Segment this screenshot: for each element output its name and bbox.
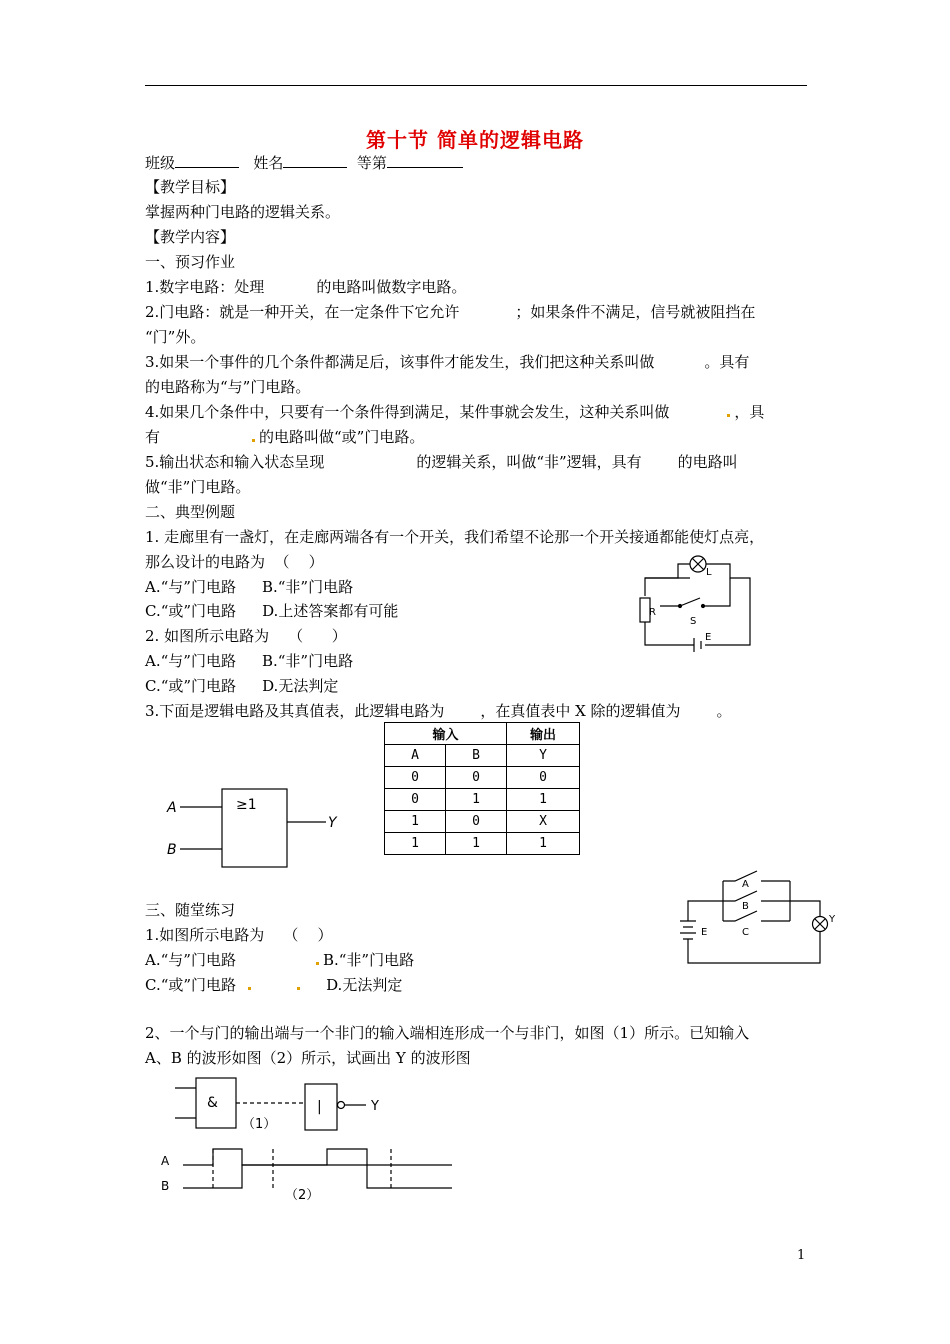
option-b: B.“非”门电路 — [261, 578, 354, 596]
practice1-options-cd — [145, 975, 402, 995]
option-d: D.无法判定 — [262, 677, 339, 695]
truth-table-cols — [385, 745, 580, 767]
q5-part-c: 的电路叫 — [677, 453, 738, 471]
q5-part-b: 的逻辑关系，叫做“非”逻辑，具有 — [416, 453, 642, 471]
gate-input-a-label: A — [167, 800, 177, 816]
q4-part-d: 的电路叫做“或”门电路。 — [259, 428, 425, 446]
not-gate-symbol: | — [317, 1099, 322, 1115]
col-y: Y — [507, 745, 580, 767]
option-a: A.“与”门电路 — [145, 578, 236, 596]
cell-y: 0 — [507, 767, 580, 789]
switch-label: S — [690, 616, 697, 627]
cell-a: 0 — [385, 767, 446, 789]
option-c: C.“或”门电路 — [145, 976, 237, 994]
cell-b: 1 — [446, 833, 507, 855]
preview-heading: 一、预习作业 — [145, 253, 236, 271]
preview-q5 — [145, 452, 738, 472]
waveform-diagram — [155, 1143, 465, 1223]
q4-part-c: 有 — [145, 428, 161, 446]
q1-part-b: 的电路叫做数字电路。 — [316, 278, 467, 296]
q2-part-a: 2.门电路：就是一种开关，在一定条件下它允许 — [145, 303, 460, 321]
option-a: A.“与”门电路 — [145, 951, 236, 969]
option-b: B.“非”门电路 — [261, 652, 354, 670]
practice2-text: 2、一个与门的输出端与一个非门的输入端相连形成一个与非门，如图（1）所示。已知输入 — [145, 1024, 750, 1042]
cell-a: 0 — [385, 789, 446, 811]
cell-a: 1 — [385, 811, 446, 833]
col-a: A — [385, 745, 446, 767]
page-number: 1 — [797, 1248, 806, 1263]
name-label: 姓名 — [253, 154, 284, 172]
class-blank[interactable] — [175, 152, 239, 168]
cell-b: 1 — [446, 789, 507, 811]
practice2-text-cont: A、B 的波形如图（2）所示，试画出 Y 的波形图 — [145, 1049, 471, 1067]
example2-options-ab — [145, 651, 353, 671]
truth-table-header — [385, 723, 580, 745]
example3-text — [145, 701, 732, 721]
option-c: C.“或”门电路 — [145, 602, 237, 620]
circuit-diagram-1 — [630, 548, 760, 660]
content-heading: 【教学内容】 — [145, 228, 236, 246]
preview-q2-cont: “门”外。 — [145, 328, 206, 346]
truth-table — [384, 722, 580, 855]
q3-part-b: 。具有 — [704, 353, 750, 371]
grade-blank[interactable] — [387, 152, 463, 168]
cell-y: X — [507, 811, 580, 833]
nand-output-label: Y — [371, 1099, 379, 1114]
header-output: 输出 — [507, 723, 580, 745]
q5-part-a: 5.输出状态和输入状态呈现 — [145, 453, 325, 471]
table-row — [385, 811, 580, 833]
name-blank[interactable] — [283, 152, 347, 168]
preview-q3 — [145, 352, 749, 372]
lamp-label: Y — [829, 914, 836, 925]
example1-options-ab — [145, 577, 353, 597]
cell-b: 0 — [446, 811, 507, 833]
waveform-b-label: B — [161, 1179, 170, 1193]
preview-q2 — [145, 302, 755, 322]
lamp-label: L — [706, 567, 712, 578]
q3-part-a: 3.如果一个事件的几个条件都满足后，该事件才能发生，我们把这种关系叫做 — [145, 353, 655, 371]
student-info-line — [145, 152, 463, 173]
option-a: A.“与”门电路 — [145, 652, 236, 670]
figure-2-label: （2） — [285, 1188, 320, 1203]
practice1-text: 1.如图所示电路为 （ ） — [145, 926, 333, 944]
switch-c-label: C — [742, 927, 749, 938]
option-d: D.上述答案都有可能 — [262, 602, 399, 620]
e3-part-b: ，在真值表中 X 除的逻辑值为 — [480, 702, 681, 720]
q4-part-a: 4.如果几个条件中，只要有一个条件得到满足，某件事就会发生，这种关系叫做 — [145, 403, 670, 421]
figure-1-label: （1） — [242, 1117, 277, 1132]
practice-heading: 三、随堂练习 — [145, 901, 236, 919]
class-label: 班级 — [145, 154, 176, 172]
header-rule — [145, 85, 807, 86]
gate-input-b-label: B — [167, 842, 177, 858]
q2-part-b: ；如果条件不满足，信号就被阻挡在 — [515, 303, 756, 321]
or-gate-symbol: ≥1 — [236, 797, 257, 813]
q4-part-b: ，具 — [734, 403, 765, 421]
cell-b: 0 — [446, 767, 507, 789]
preview-q5-cont: 做“非”门电路。 — [145, 478, 251, 496]
table-row — [385, 789, 580, 811]
waveform-a — [183, 1149, 452, 1165]
cell-y: 1 — [507, 789, 580, 811]
table-row — [385, 767, 580, 789]
cell-y: 1 — [507, 833, 580, 855]
page-title: 第十节 简单的逻辑电路 — [366, 128, 584, 152]
preview-q1 — [145, 277, 466, 297]
option-b: B.“非”门电路 — [322, 951, 415, 969]
header-input: 输入 — [385, 723, 507, 745]
gate-output-label: Y — [328, 815, 337, 831]
example2-options-cd — [145, 676, 338, 696]
goal-text: 掌握两种门电路的逻辑关系。 — [145, 203, 341, 221]
resistor-label: R — [649, 607, 656, 618]
preview-q4 — [145, 402, 764, 422]
goal-heading: 【教学目标】 — [145, 178, 236, 196]
switch-b-label: B — [742, 901, 749, 912]
or-gate-diagram — [160, 782, 350, 870]
battery-icon — [680, 921, 696, 939]
circuit-diagram-2 — [675, 865, 845, 969]
example1-text-cont: 那么设计的电路为 （ ） — [145, 553, 324, 571]
not-bubble — [338, 1102, 345, 1109]
e3-part-a: 3.下面是逻辑电路及其真值表，此逻辑电路为 — [145, 702, 445, 720]
waveform-a-label: A — [161, 1154, 170, 1168]
option-c: C.“或”门电路 — [145, 677, 237, 695]
example1-options-cd — [145, 601, 398, 621]
and-gate-symbol: & — [207, 1095, 218, 1111]
battery-label: E — [705, 632, 712, 643]
practice1-options-ab — [145, 950, 414, 970]
example2-text: 2. 如图所示电路为 （ ） — [145, 627, 347, 645]
examples-heading: 二、典型例题 — [145, 503, 236, 521]
switch-a-label: A — [742, 879, 749, 890]
option-d: D.无法判定 — [326, 976, 403, 994]
grade-label: 等第 — [356, 154, 387, 172]
e3-part-c: 。 — [716, 702, 732, 720]
q1-part-a: 1.数字电路：处理 — [145, 278, 265, 296]
preview-q3-cont: 的电路称为“与”门电路。 — [145, 378, 311, 396]
nand-gate-diagram — [170, 1074, 400, 1138]
battery-icon — [694, 638, 701, 652]
example1-text: 1. 走廊里有一盏灯，在走廊两端各有一个开关，我们希望不论那一个开关接通都能使灯点亮， — [145, 528, 765, 546]
preview-q4-cont — [145, 427, 424, 447]
cell-a: 1 — [385, 833, 446, 855]
table-row — [385, 833, 580, 855]
waveform-b — [183, 1165, 452, 1188]
battery-label: E — [701, 927, 708, 938]
col-b: B — [446, 745, 507, 767]
